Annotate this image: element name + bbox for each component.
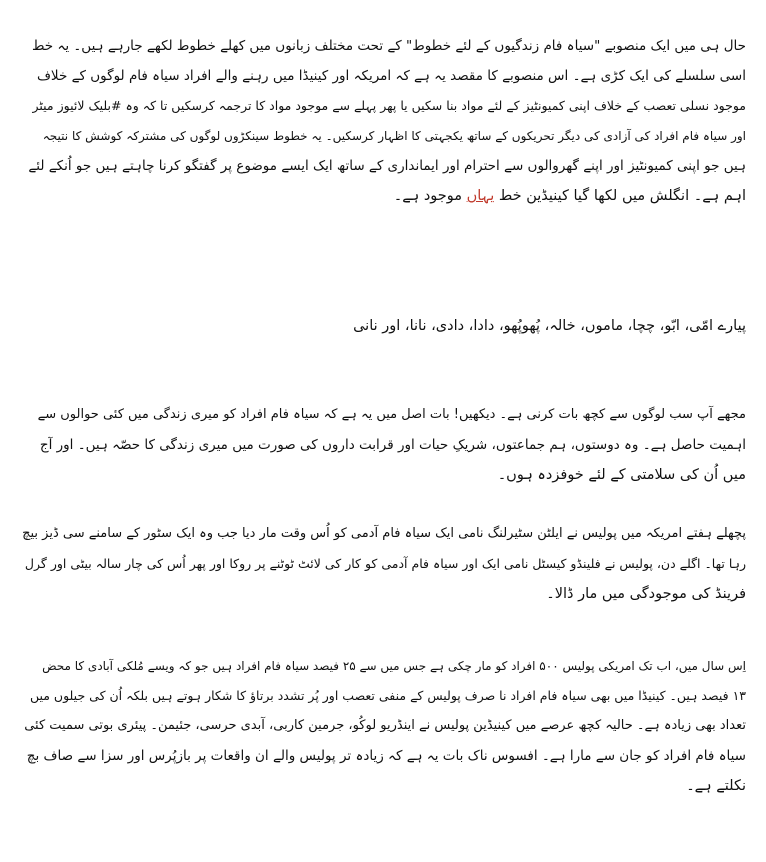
text-line: موجود نسلی تعصب کے خلاف اپنی کمیونٹیز کے لئے مواد بنا سکیں یا پھر پہلے سے موجود مواد کا ترجمہ کرسکیں تا کہ وہ #بلیک لائیوز میٹر — [32, 98, 746, 113]
text-line: مجھے آپ سب لوگوں سے کچھ بات کرنی ہے۔ دیکھیں! بات اصل میں یہ ہے کہ سیاہ فام افراد کو میری زندگی میں کئی حوالوں سے — [37, 407, 746, 422]
canadian-letter-link[interactable]: یہاں — [466, 188, 495, 204]
text-line: ہیں جو اپنی کمیونٹیز اور اپنے گھروالوں سے احترام اور ایمانداری کے ساتھ ایک ایسے موضوع پر گفتگو کرنا چاہتے ہیں جو اُنکے لئے — [28, 158, 746, 174]
text-line: نکلتے ہے۔ — [686, 778, 746, 794]
text-line: اہمیت حاصل ہے۔ وہ دوستوں، ہم جماعتوں، شریکِ حیات اور قرابت داروں کی صورت میں میری زندگی کا حصّہ ہیں۔ اور آج — [39, 437, 746, 453]
body-paragraph — [20, 651, 746, 801]
body-paragraph — [20, 519, 746, 609]
text-line: اِس سال میں، اب تک امریکی پولیس ۵۰۰ افراد کو مار چکی ہے جس میں سے ۲۵ فیصد سیاہ فام افراد ہیں جو کہ ویسے مُلکی آبادی کا محض — [42, 659, 746, 673]
text-line: اور سیاہ فام افراد کی آزادی کی دیگر تحریکوں کے ساتھ یکجہتی کا اظہار کرسکیں۔ یہ خطوط سینکڑوں لوگوں کی مشترکہ کوشش کا نتیجہ — [42, 129, 746, 143]
text-line: ۱۳ فیصد ہیں۔ کینیڈا میں بھی سیاہ فام افراد نا صرف پولیس کے منفی تعصب اور پُر تشدد برتاؤ کا شکار ہوتے ہیں بلکہ اُن کی جیلوں میں — [29, 688, 746, 703]
text-line: میں اُن کی سلامتی کے لئے خوفزدہ ہوں۔ — [497, 467, 746, 483]
text-line: تعداد بھی زیادہ ہے۔ حالیہ کچھ عرصے میں کینیڈین پولیس نے اینڈریو لوکُو، جرمین کاربی، آبدی حرسی، جئیمن۔ پیئری بوتی سمیت کئی — [24, 718, 746, 733]
text-line: رہا تھا۔ اگلے دن، پولیس نے فلینڈو کیسٹل نامی ایک اور سیاہ فام آدمی کو کار کی لائٹ ٹوٹنے پر روکا اور پھر اُس کی چار سالہ بیٹی اور گرل — [24, 556, 746, 571]
salutation-line: پیارے امّی، ابّو، چچا، ماموں، خالہ، پُھوپُھو، دادا، دادی، نانا، اور نانی — [353, 318, 746, 334]
body-paragraph — [20, 400, 746, 490]
text-span: اہم ہے۔ انگلش میں لکھا گیا کینیڈین خط — [494, 188, 746, 204]
text-span: موجود ہے۔ — [393, 188, 467, 204]
text-line: فرینڈ کی موجودگی میں مار ڈالا۔ — [546, 586, 746, 602]
text-line: پچھلے ہفتے امریکہ میں پولیس نے ایلٹن سٹیرلنگ نامی ایک سیاہ فام آدمی کو اُس وقت مار دیا جب وہ ایک سٹور کے سامنے سی ڈیز بیچ — [22, 526, 746, 541]
intro-paragraph — [20, 31, 746, 211]
text-line — [20, 181, 746, 211]
text-line: حال ہی میں ایک منصوبے "سیاہ فام زندگیوں کے لئے خطوط" کے تحت مختلف زبانوں میں کھلے خطوط لکھے جارہے ہیں۔ یہ خط — [31, 38, 746, 54]
text-line: سیاہ فام افراد کو جان سے مارا ہے۔ افسوس ناک بات یہ ہے کہ زیادہ تر پولیس والے ان واقعات پر بازپُرس اور سزا سے صاف بچ — [26, 748, 746, 764]
salutation — [20, 311, 746, 341]
text-line: اسی سلسلے کی ایک کڑی ہے۔ اس منصوبے کا مقصد یہ ہے کہ امریکہ اور کینیڈا میں رہنے والے افراد سیاہ فام لوگوں کے خلاف — [36, 68, 746, 84]
